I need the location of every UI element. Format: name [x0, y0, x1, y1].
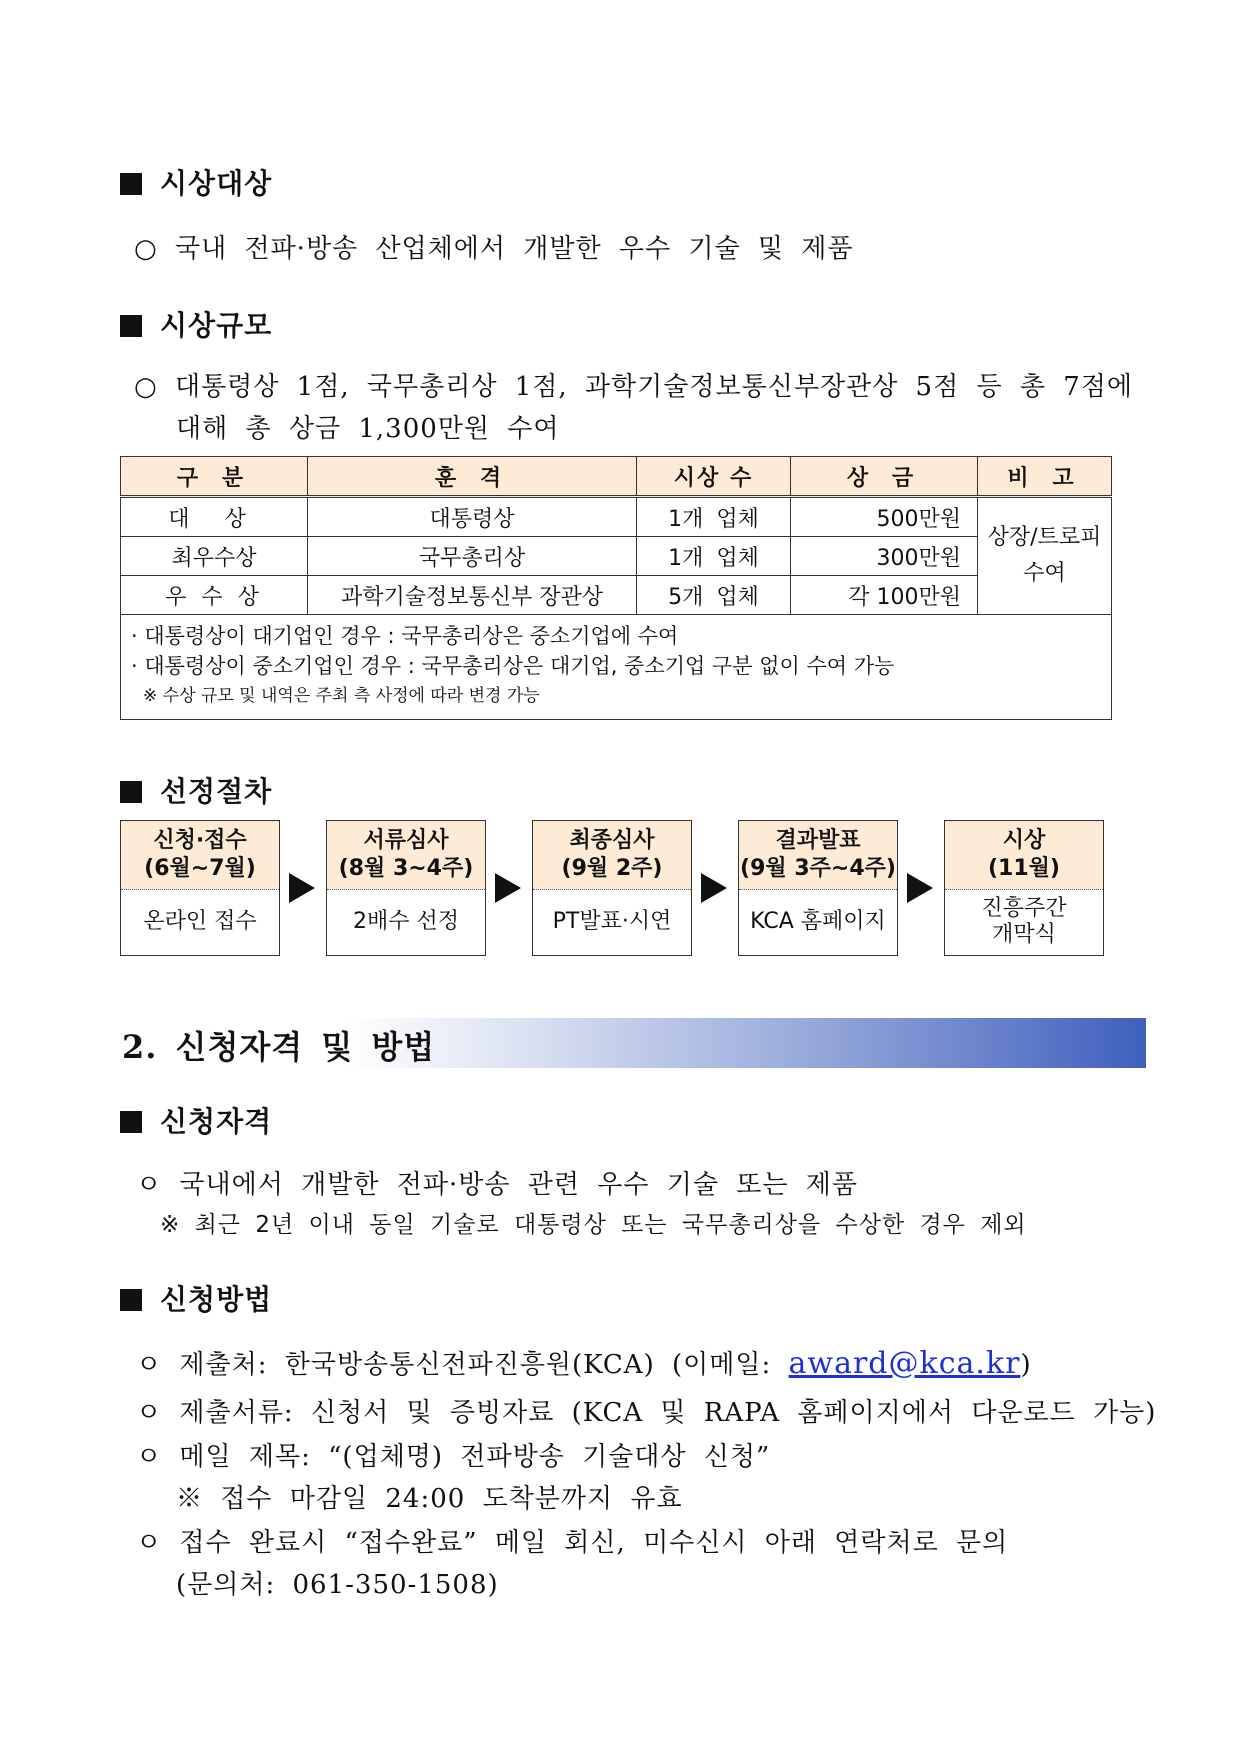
section-banner-title: 2. 신청자격 및 방법 — [122, 1028, 436, 1066]
section-heading-award-target: 시상대상 — [120, 162, 272, 202]
table-cell-remark: 상장/트로피 수여 — [978, 497, 1112, 615]
process-step: 신청·접수 (6월~7월) 온라인 접수 — [120, 820, 280, 956]
process-step: 최종심사 (9월 2주) PT발표·시연 — [532, 820, 692, 956]
table-notes-row — [121, 615, 1112, 720]
square-bullet-icon — [120, 173, 142, 195]
circle-bullet-icon: ○ — [134, 234, 158, 264]
section-heading-award-scale: 시상규모 — [120, 304, 272, 344]
arrow-right-icon — [289, 873, 315, 903]
table-note: · 대통령상이 대기업인 경우 : 국무총리상은 중소기업에 수여 — [131, 624, 679, 648]
table-header: 시상 수 — [637, 457, 791, 497]
table-header-row — [121, 457, 1112, 497]
circle-bullet-icon: ○ — [134, 372, 158, 402]
table-cell: 국무총리상 — [308, 537, 637, 576]
section-heading-selection-process: 선정절차 — [120, 770, 272, 810]
process-step: 시상 (11월) 진흥주간 개막식 — [944, 820, 1104, 956]
table-cell: 대통령상 — [308, 497, 637, 537]
process-step: 서류심사 (8월 3~4주) 2배수 선정 — [326, 820, 486, 956]
method-item-documents: ㅇ 제출서류: 신청서 및 증빙자료 (KCA 및 RAPA 홈페이지에서 다운로드 가능) — [136, 1398, 1157, 1428]
email-link[interactable]: award@kca.kr — [788, 1346, 1021, 1381]
circle-bullet-icon: ㅇ — [136, 1528, 163, 1558]
table-header: 훈 격 — [308, 457, 637, 497]
table-note: · 대통령상이 중소기업인 경우 : 국무총리상은 대기업, 중소기업 구분 없이 수여 가능 — [131, 654, 895, 678]
process-step: 결과발표 (9월 3주~4주) KCA 홈페이지 — [738, 820, 898, 956]
circle-bullet-icon: ㅇ — [136, 1350, 163, 1380]
section-heading-eligibility: 신청자격 — [120, 1100, 272, 1140]
circle-bullet-icon: ㅇ — [136, 1442, 163, 1472]
table-note: ※ 수상 규모 및 내역은 주최 측 사정에 따라 변경 가능 — [143, 686, 540, 706]
circle-bullet-icon: ㅇ — [136, 1398, 163, 1428]
square-bullet-icon — [120, 1289, 142, 1311]
arrow-right-icon — [701, 873, 727, 903]
table-header: 구 분 — [121, 457, 308, 497]
table-row — [121, 537, 1112, 576]
method-item-mail-subject: ㅇ 메일 제목: “(업체명) 전파방송 기술대상 신청” — [136, 1442, 771, 1472]
table-cell: 5개 업체 — [637, 576, 791, 615]
method-item-submit-to: ㅇ 제출처: 한국방송통신전파진흥원(KCA) (이메일: award@kca.kr) — [136, 1346, 1032, 1381]
table-cell: 우 수 상 — [121, 576, 308, 615]
circle-bullet-icon: ㅇ — [136, 1170, 163, 1200]
prize-table — [120, 456, 1112, 720]
square-bullet-icon — [120, 1111, 142, 1133]
table-cell: 과학기술정보통신부 장관상 — [308, 576, 637, 615]
square-bullet-icon — [120, 781, 142, 803]
method-item-confirmation: ㅇ 접수 완료시 “접수완료” 메일 회신, 미수신시 아래 연락처로 문의 — [136, 1528, 1009, 1558]
table-row — [121, 576, 1112, 615]
arrow-right-icon — [495, 873, 521, 903]
square-bullet-icon — [120, 315, 142, 337]
contact-info: (문의처: 061-350-1508) — [176, 1570, 499, 1600]
eligibility-text: ㅇ 국내에서 개발한 전파·방송 관련 우수 기술 또는 제품 — [136, 1170, 858, 1200]
eligibility-note: ※ 최근 2년 이내 동일 기술로 대통령상 또는 국무총리상을 수상한 경우 제외 — [160, 1212, 1027, 1238]
method-item-deadline-note: ※ 접수 마감일 24:00 도착분까지 유효 — [176, 1484, 683, 1514]
table-cell: 1개 업체 — [637, 537, 791, 576]
table-header: 상 금 — [791, 457, 978, 497]
table-cell: 각 100만원 — [791, 576, 978, 615]
table-row — [121, 497, 1112, 537]
section-heading-method: 신청방법 — [120, 1278, 272, 1318]
award-scale-line1: ○ 대통령상 1점, 국무총리상 1점, 과학기술정보통신부장관상 5점 등 총 7점에 — [134, 372, 1134, 402]
table-cell: 500만원 — [791, 497, 978, 537]
table-cell: 1개 업체 — [637, 497, 791, 537]
table-notes — [121, 615, 1112, 720]
table-header: 비 고 — [978, 457, 1112, 497]
arrow-right-icon — [907, 873, 933, 903]
table-cell: 최우수상 — [121, 537, 308, 576]
table-cell: 300만원 — [791, 537, 978, 576]
table-cell: 대 상 — [121, 497, 308, 537]
award-scale-line2: 대해 총 상금 1,300만원 수여 — [176, 414, 560, 444]
award-target-text: ○ 국내 전파·방송 산업체에서 개발한 우수 기술 및 제품 — [134, 234, 854, 264]
